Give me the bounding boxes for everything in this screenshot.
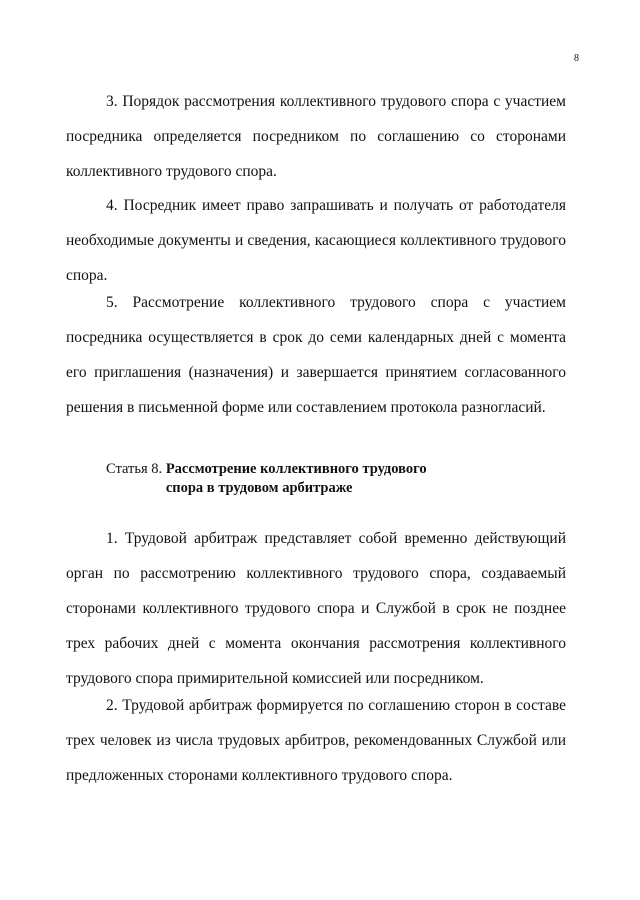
article-paragraph-2: 2. Трудовой арбитраж формируется по соглашению сторон в составе трех человек из числа трудовых арбитров, рекомендованных Службой или предложенных сторонами коллективного трудового спора. xyxy=(66,697,566,784)
page-number: 8 xyxy=(574,53,579,64)
paragraph-item-3: 3. Порядок рассмотрения коллективного трудового спора с участием посредника определяется посредником по соглашению со сторонами коллективного трудового спора. xyxy=(66,93,566,180)
paragraph-item-5: 5. Рассмотрение коллективного трудового спора с участием посредника осуществляется в срок до семи календарных дней с момента его приглашения (назначения) и завершается принятием согласованного решения в письменной форме или составлением протокола разногласий. xyxy=(66,294,566,416)
paragraph-item-4: 4. Посредник имеет право запрашивать и получать от работодателя необходимые документы и сведения, касающиеся коллективного трудового спора. xyxy=(66,197,566,284)
article-paragraph-1: 1. Трудовой арбитраж представляет собой временно действующий орган по рассмотрению коллективного трудового спора, создаваемый сторонами коллективного трудового спора и Службой в срок не позднее трех рабочих дней с момента окончания рассмотрения коллективного трудового спора примирительной комиссией или посредником. xyxy=(66,530,566,687)
article-number: Статья 8. xyxy=(106,461,166,477)
article-heading xyxy=(106,460,546,498)
article-title: Рассмотрение коллективного трудового спора в трудовом арбитраже xyxy=(165,461,427,496)
